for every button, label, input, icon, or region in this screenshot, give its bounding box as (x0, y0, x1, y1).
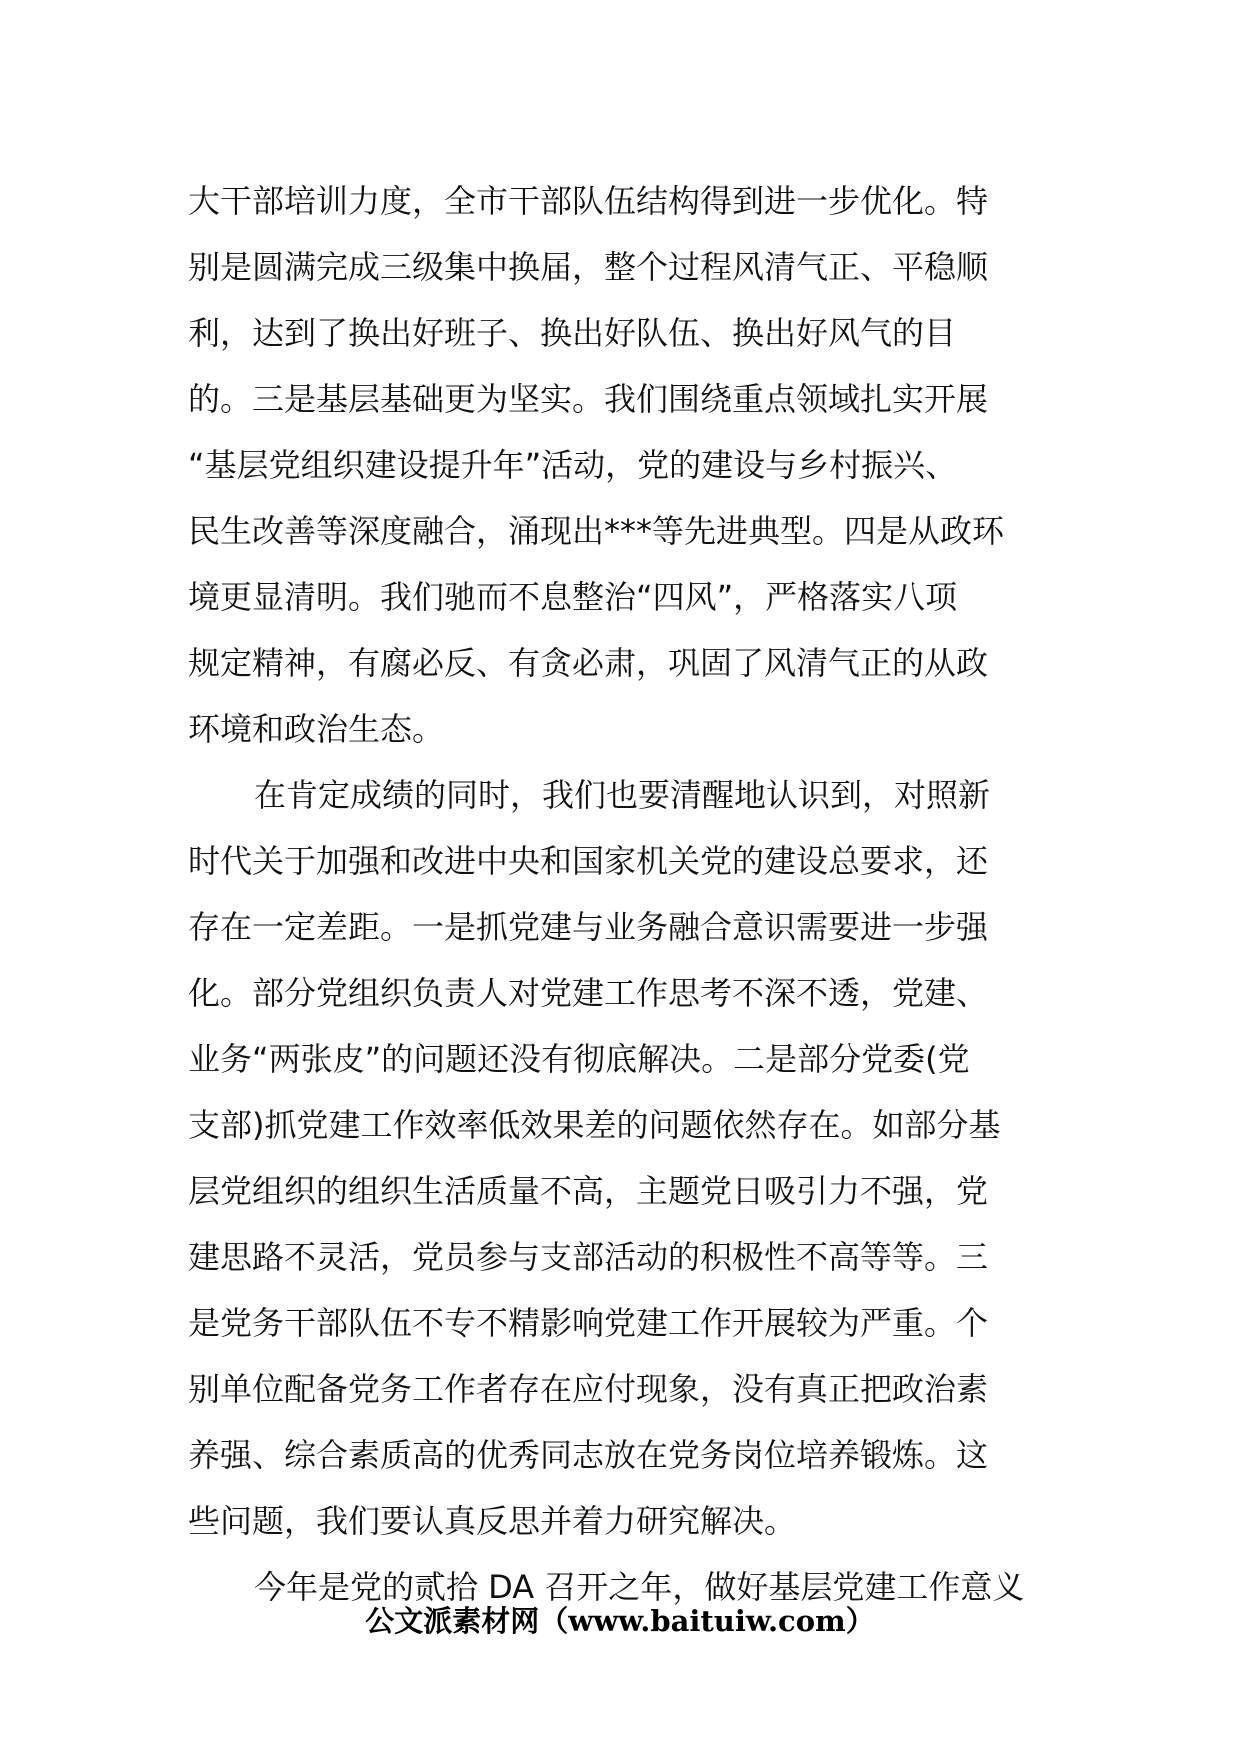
text-line: 建思路不灵活，党员参与支部活动的积极性不高等等。三 (188, 1238, 989, 1276)
text-line: 养强、综合素质高的优秀同志放在党务岗位培养锻炼。这 (188, 1436, 989, 1474)
text-line: 规定精神，有腐必反、有贪必肃，巩固了风清气正的从政 (188, 644, 989, 682)
page-footer: 公文派素材网（www.baituiw.com） (365, 1604, 875, 1638)
text-line: 业务“两张皮”的问题还没有彻底解决。二是部分党委(党 (188, 1040, 970, 1078)
text-line: 环境和政治生态。 (188, 710, 445, 748)
text-line: 些问题，我们要认真反思并着力研究解决。 (188, 1502, 797, 1540)
text-line: 的。三是基层基础更为坚实。我们围绕重点领域扎实开展 (188, 380, 989, 418)
paragraph-start-line: 今年是党的贰拾 DA 召开之年，做好基层党建工作意义 (254, 1568, 1025, 1606)
text-line: 境更显清明。我们驰而不息整治“四风”，严格落实八项 (188, 578, 958, 616)
text-line: 存在一定差距。一是抓党建与业务融合意识需要进一步强 (188, 908, 989, 946)
body-text (188, 168, 1068, 1620)
text-line: 时代关于加强和改进中央和国家机关党的建设总要求，还 (188, 842, 989, 880)
text-line: 支部)抓党建工作效率低效果差的问题依然存在。如部分基 (188, 1106, 1001, 1144)
text-line: 别是圆满完成三级集中换届，整个过程风清气正、平稳顺 (188, 248, 989, 286)
text-line: “基层党组织建设提升年”活动，党的建设与乡村振兴、 (188, 446, 958, 484)
text-line: 利，达到了换出好班子、换出好队伍、换出好风气的目 (188, 314, 957, 352)
text-line: 别单位配备党务工作者存在应付现象，没有真正把政治素 (188, 1370, 989, 1408)
text-line: 是党务干部队伍不专不精影响党建工作开展较为严重。个 (188, 1304, 989, 1342)
text-line: 层党组织的组织生活质量不高，主题党日吸引力不强，党 (188, 1172, 989, 1210)
text-line: 化。部分党组织负责人对党建工作思考不深不透，党建、 (188, 974, 989, 1012)
text-line: 大干部培训力度，全市干部队伍结构得到进一步优化。特 (188, 182, 989, 220)
text-line: 民生改善等深度融合，涌现出***等先进典型。四是从政环 (188, 512, 1005, 550)
paragraph-start-line: 在肯定成绩的同时，我们也要清醒地认识到，对照新 (254, 776, 991, 814)
